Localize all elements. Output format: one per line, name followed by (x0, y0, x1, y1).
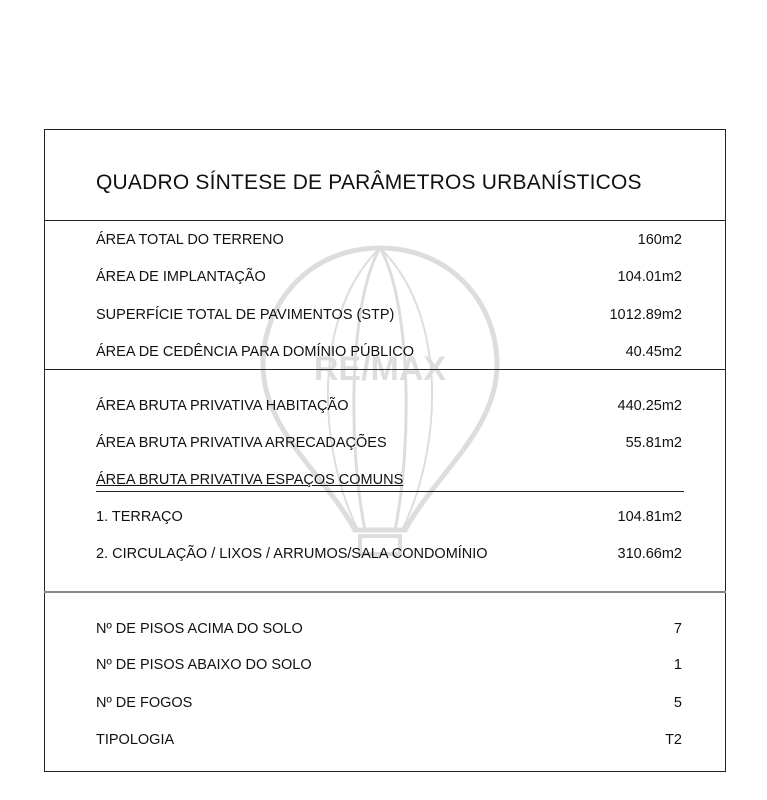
row-label: Nº DE PISOS ACIMA DO SOLO (96, 621, 303, 637)
row-label: ÁREA DE CEDÊNCIA PARA DOMÍNIO PÚBLICO (96, 344, 415, 360)
row-label: Nº DE PISOS ABAIXO DO SOLO (96, 657, 312, 673)
row-label: 1. TERRAÇO (96, 509, 183, 525)
row-label: 2. CIRCULAÇÃO / LIXOS / ARRUMOS/SALA CONDOMÍNIO (96, 546, 488, 562)
table-row (96, 344, 682, 364)
row-value: 160m2 (637, 232, 682, 248)
row-value: 55.81m2 (625, 435, 682, 451)
row-label: ÁREA DE IMPLANTAÇÃO (96, 269, 266, 285)
watermark-text: RE/MAX (313, 350, 447, 388)
common-spaces-heading (96, 472, 684, 492)
table-row (96, 732, 682, 752)
table-row (96, 435, 682, 455)
row-value: 440.25m2 (617, 398, 682, 414)
table-row (96, 695, 682, 715)
row-value: 1 (673, 657, 682, 673)
section-divider (44, 591, 726, 593)
table-row (96, 269, 682, 289)
row-label: TIPOLOGIA (96, 732, 175, 748)
row-label: ÁREA BRUTA PRIVATIVA HABITAÇÃO (96, 398, 349, 414)
row-value: 310.66m2 (617, 546, 682, 562)
page-title: QUADRO SÍNTESE DE PARÂMETROS URBANÍSTICOS (96, 171, 642, 194)
table-row (96, 621, 682, 641)
table-row (96, 232, 682, 252)
row-value: 40.45m2 (625, 344, 682, 360)
row-value: 7 (673, 621, 682, 637)
row-label: Nº DE FOGOS (96, 695, 193, 711)
row-value: 104.81m2 (617, 509, 682, 525)
title-divider (44, 220, 726, 221)
row-label: ÁREA TOTAL DO TERRENO (96, 232, 284, 248)
row-label: SUPERFÍCIE TOTAL DE PAVIMENTOS (STP) (96, 307, 395, 323)
section-divider (44, 369, 726, 370)
table-row (96, 307, 682, 327)
row-value: 1012.89m2 (609, 307, 682, 323)
row-value: T2 (665, 732, 682, 748)
table-row (96, 546, 682, 566)
table-row (96, 398, 682, 418)
common-spaces-heading-text: ÁREA BRUTA PRIVATIVA ESPAÇOS COMUNS (96, 472, 404, 488)
row-value: 104.01m2 (617, 269, 682, 285)
row-value: 5 (673, 695, 682, 711)
table-row (96, 657, 682, 677)
table-row (96, 509, 682, 529)
row-label: ÁREA BRUTA PRIVATIVA ARRECADAÇÕES (96, 435, 387, 451)
